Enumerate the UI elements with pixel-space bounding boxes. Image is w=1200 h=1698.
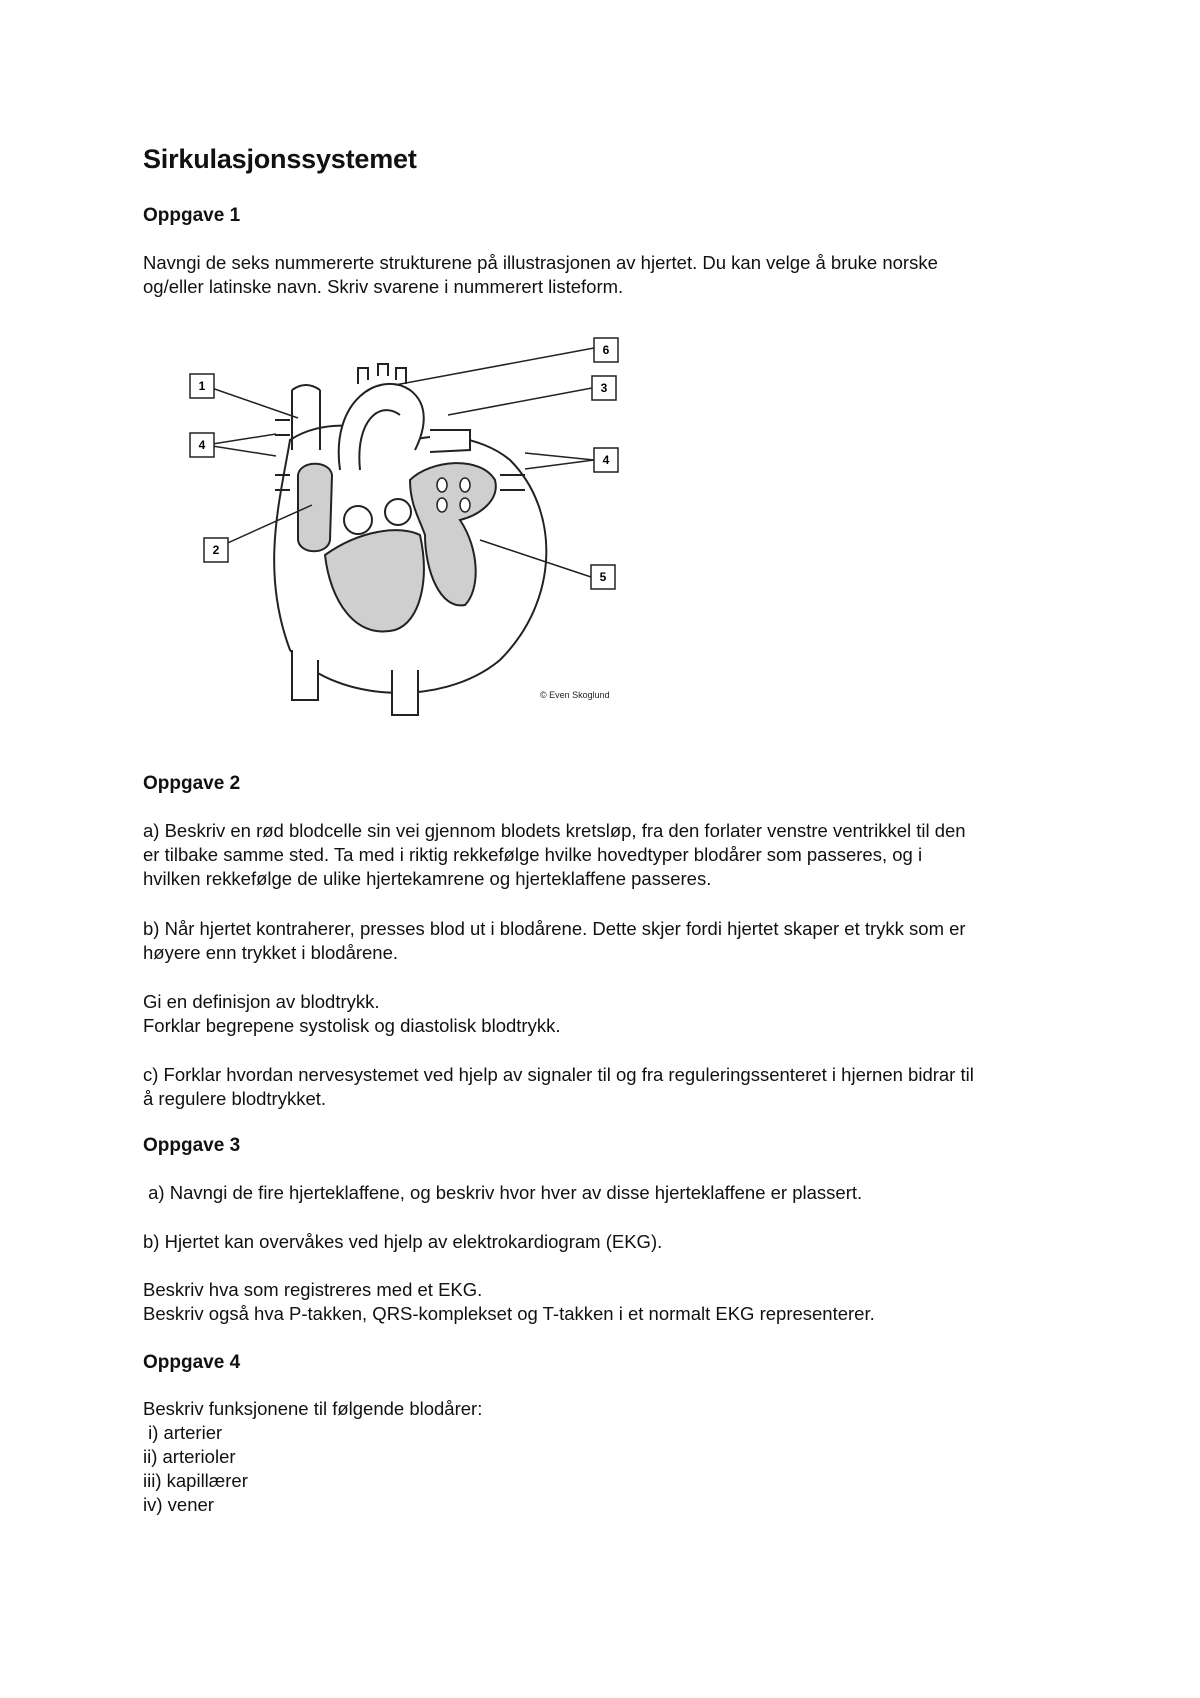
task3-b-line: b) Hjertet kan overvåkes ved hjelp av elektrokardiogram (EKG). xyxy=(143,1231,663,1252)
task1-heading: Oppgave 1 xyxy=(143,205,241,226)
task1-text-line: og/eller latinske navn. Skriv svarene i nummerert listeform. xyxy=(143,276,624,297)
task2-a xyxy=(143,819,1063,891)
label-3: 3 xyxy=(600,381,608,395)
task2-c xyxy=(143,1063,1063,1111)
task4-item: iii) kapillærer xyxy=(143,1470,248,1491)
task2-b2 xyxy=(143,990,1063,1038)
task4-item: ii) arterioler xyxy=(143,1446,236,1467)
task2-b-line: høyere enn trykket i blodårene. xyxy=(143,942,399,963)
task3-b2 xyxy=(143,1278,1063,1326)
task2-c-line: c) Forklar hvordan nervesystemet ved hjelp av signaler til og fra reguleringssenteret i hjernen bidrar til xyxy=(143,1064,974,1085)
page-title: Sirkulasjonssystemet xyxy=(143,144,417,174)
task4-item: iv) vener xyxy=(143,1494,214,1515)
task2-b-line: b) Når hjertet kontraherer, presses blod ut i blodårene. Dette skjer fordi hjertet skaper et trykk som er xyxy=(143,918,966,939)
label-1: 1 xyxy=(198,379,206,393)
task2-b xyxy=(143,917,1063,965)
label-4-right: 4 xyxy=(602,453,610,467)
heart-diagram xyxy=(180,343,640,720)
task2-a-line: a) Beskriv en rød blodcelle sin vei gjennom blodets kretsløp, fra den forlater venstre ventrikkel til den xyxy=(143,820,966,841)
task4-list xyxy=(143,1397,1063,1517)
task3-b xyxy=(143,1230,1063,1254)
task2-heading: Oppgave 2 xyxy=(143,773,241,794)
label-5: 5 xyxy=(599,570,607,584)
figure-credit: © Even Skoglund xyxy=(540,690,610,700)
task4-heading: Oppgave 4 xyxy=(143,1352,241,1373)
task1-text-line: Navngi de seks nummererte strukturene på illustrasjonen av hjertet. Du kan velge å bruke norske xyxy=(143,252,938,273)
task2-b2-line: Gi en definisjon av blodtrykk. xyxy=(143,991,380,1012)
task4-item: i) arterier xyxy=(143,1422,223,1443)
task3-a-line: a) Navngi de fire hjerteklaffene, og beskriv hvor hver av disse hjerteklaffene er plassert. xyxy=(143,1182,863,1203)
task2-b2-line: Forklar begrepene systolisk og diastolisk blodtrykk. xyxy=(143,1015,561,1036)
label-2: 2 xyxy=(212,543,220,557)
heart-illustration xyxy=(180,343,640,720)
task2-a-line: er tilbake samme sted. Ta med i riktig rekkefølge hvilke hovedtyper blodårer som passeres, og i xyxy=(143,844,923,865)
task2-c-line: å regulere blodtrykket. xyxy=(143,1088,327,1109)
label-6: 6 xyxy=(602,343,610,357)
task3-a xyxy=(143,1181,1063,1205)
task1-text xyxy=(143,251,1063,299)
task3-b2-line: Beskriv også hva P-takken, QRS-komplekset og T-takken i et normalt EKG representerer. xyxy=(143,1303,875,1324)
task4-intro: Beskriv funksjonene til følgende blodårer: xyxy=(143,1398,483,1419)
task3-heading: Oppgave 3 xyxy=(143,1135,241,1156)
task2-a-line: hvilken rekkefølge de ulike hjertekamrene og hjerteklaffene passeres. xyxy=(143,868,712,889)
label-4-left: 4 xyxy=(198,438,206,452)
task3-b2-line: Beskriv hva som registreres med et EKG. xyxy=(143,1279,483,1300)
